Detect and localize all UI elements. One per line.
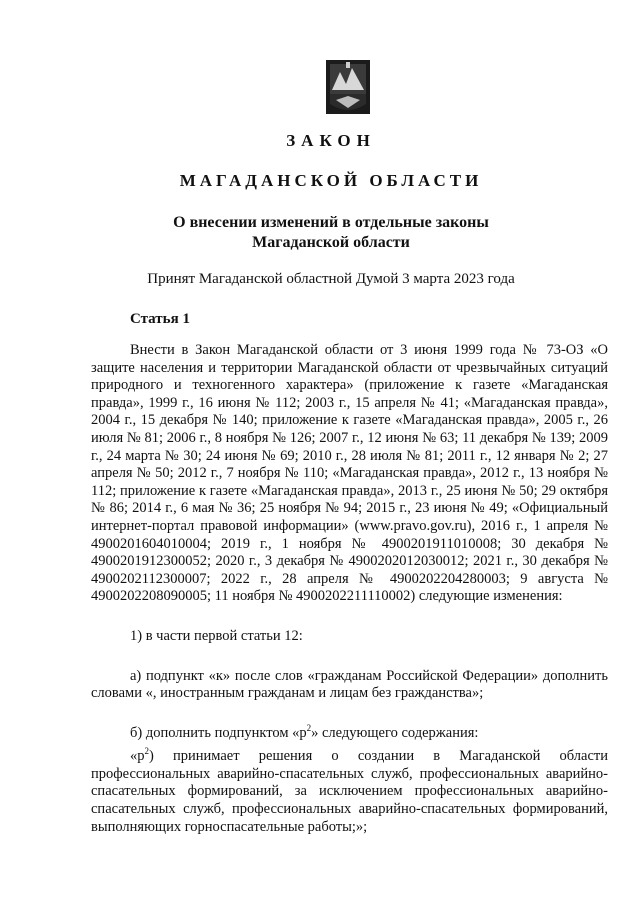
- item-a: а) подпункт «к» после слов «гражданам Российской Федерации» дополнить словами «, иностранным гражданам и лицам без гражданства»;: [91, 667, 608, 702]
- law-title: ЗАКОН: [286, 131, 376, 150]
- law-subject-line1: О внесении изменений в отдельные законы: [173, 214, 489, 231]
- item-b-superscript: 2: [306, 722, 312, 733]
- quote-text: ) принимает решения о создании в Магаданской области профессиональных аварийно-спасательных служб, профессиональных аварийно-спасательных формирований, за исключением профессиональных аварийно-спасательных служб, профессиональных аварийно-спасательных формирований, выполняющих горноспасательные работы;»;: [91, 748, 608, 835]
- item-b-text-start: б) дополнить подпунктом «р: [130, 724, 307, 741]
- coat-of-arms-emblem: [326, 60, 370, 114]
- quoted-subparagraph: [91, 748, 608, 836]
- article-title: Статья 1: [130, 311, 190, 327]
- law-subject-line2: Магаданской области: [252, 234, 410, 251]
- adoption-date: Принят Магаданской областной Думой 3 марта 2023 года: [147, 271, 515, 287]
- item-1: 1) в части первой статьи 12:: [130, 627, 303, 644]
- quote-superscript: 2: [144, 746, 149, 757]
- region-title: МАГАДАНСКОЙ ОБЛАСТИ: [179, 171, 483, 190]
- item-b-text-end: » следующего содержания:: [311, 724, 479, 741]
- article-intro-paragraph: Внести в Закон Магаданской области от 3 июня 1999 года № 73-ОЗ «О защите населения и территории Магаданской области от чрезвычайных ситуаций природного и техногенного характера» (приложение к газете «Магаданская правда», 1999 г., 16 июня № 112; 2003 г., 15 апреля № 41; «Магаданская правда», 2004 г., 15 декабря № 140; приложение к газете «Магаданская правда», 2005 г., 26 июля № 81; 2006 г., 8 ноября № 126; 2007 г., 12 июня № 63; 11 декабря № 139; 2009 г., 24 марта № 30; 24 июня № 69; 2010 г., 28 июля № 81; 2011 г., 12 января № 2; 27 апреля № 50; 2012 г., 7 ноября № 110; «Магаданская правда», 2012 г., 13 ноября № 112; приложение к газете «Магаданская правда», 2013 г., 25 июня № 50; 29 октября № 86; 2014 г., 6 мая № 36; 25 ноября № 94; 2015 г., 23 июня № 49; «Официальный интернет-портал правовой информации» (www.pravo.gov.ru), 2016 г., 1 апреля № 4900201604010004; 2019 г., 1 ноября № 4900201911010008; 30 декабря № 4900201912300052; 2020 г., 3 декабря № 4900202012030012; 2021 г., 30 декабря № 4900202112300007; 2022 г., 28 апреля № 4900202204280003; 9 августа № 4900202208090005; 11 ноября № 4900202211110002) следующие изменения:: [91, 342, 608, 605]
- item-b: [91, 722, 608, 743]
- law-subject: [0, 213, 640, 253]
- quote-open: «р: [130, 748, 145, 765]
- emblem-graphic: [326, 60, 370, 114]
- article-body: [91, 342, 608, 836]
